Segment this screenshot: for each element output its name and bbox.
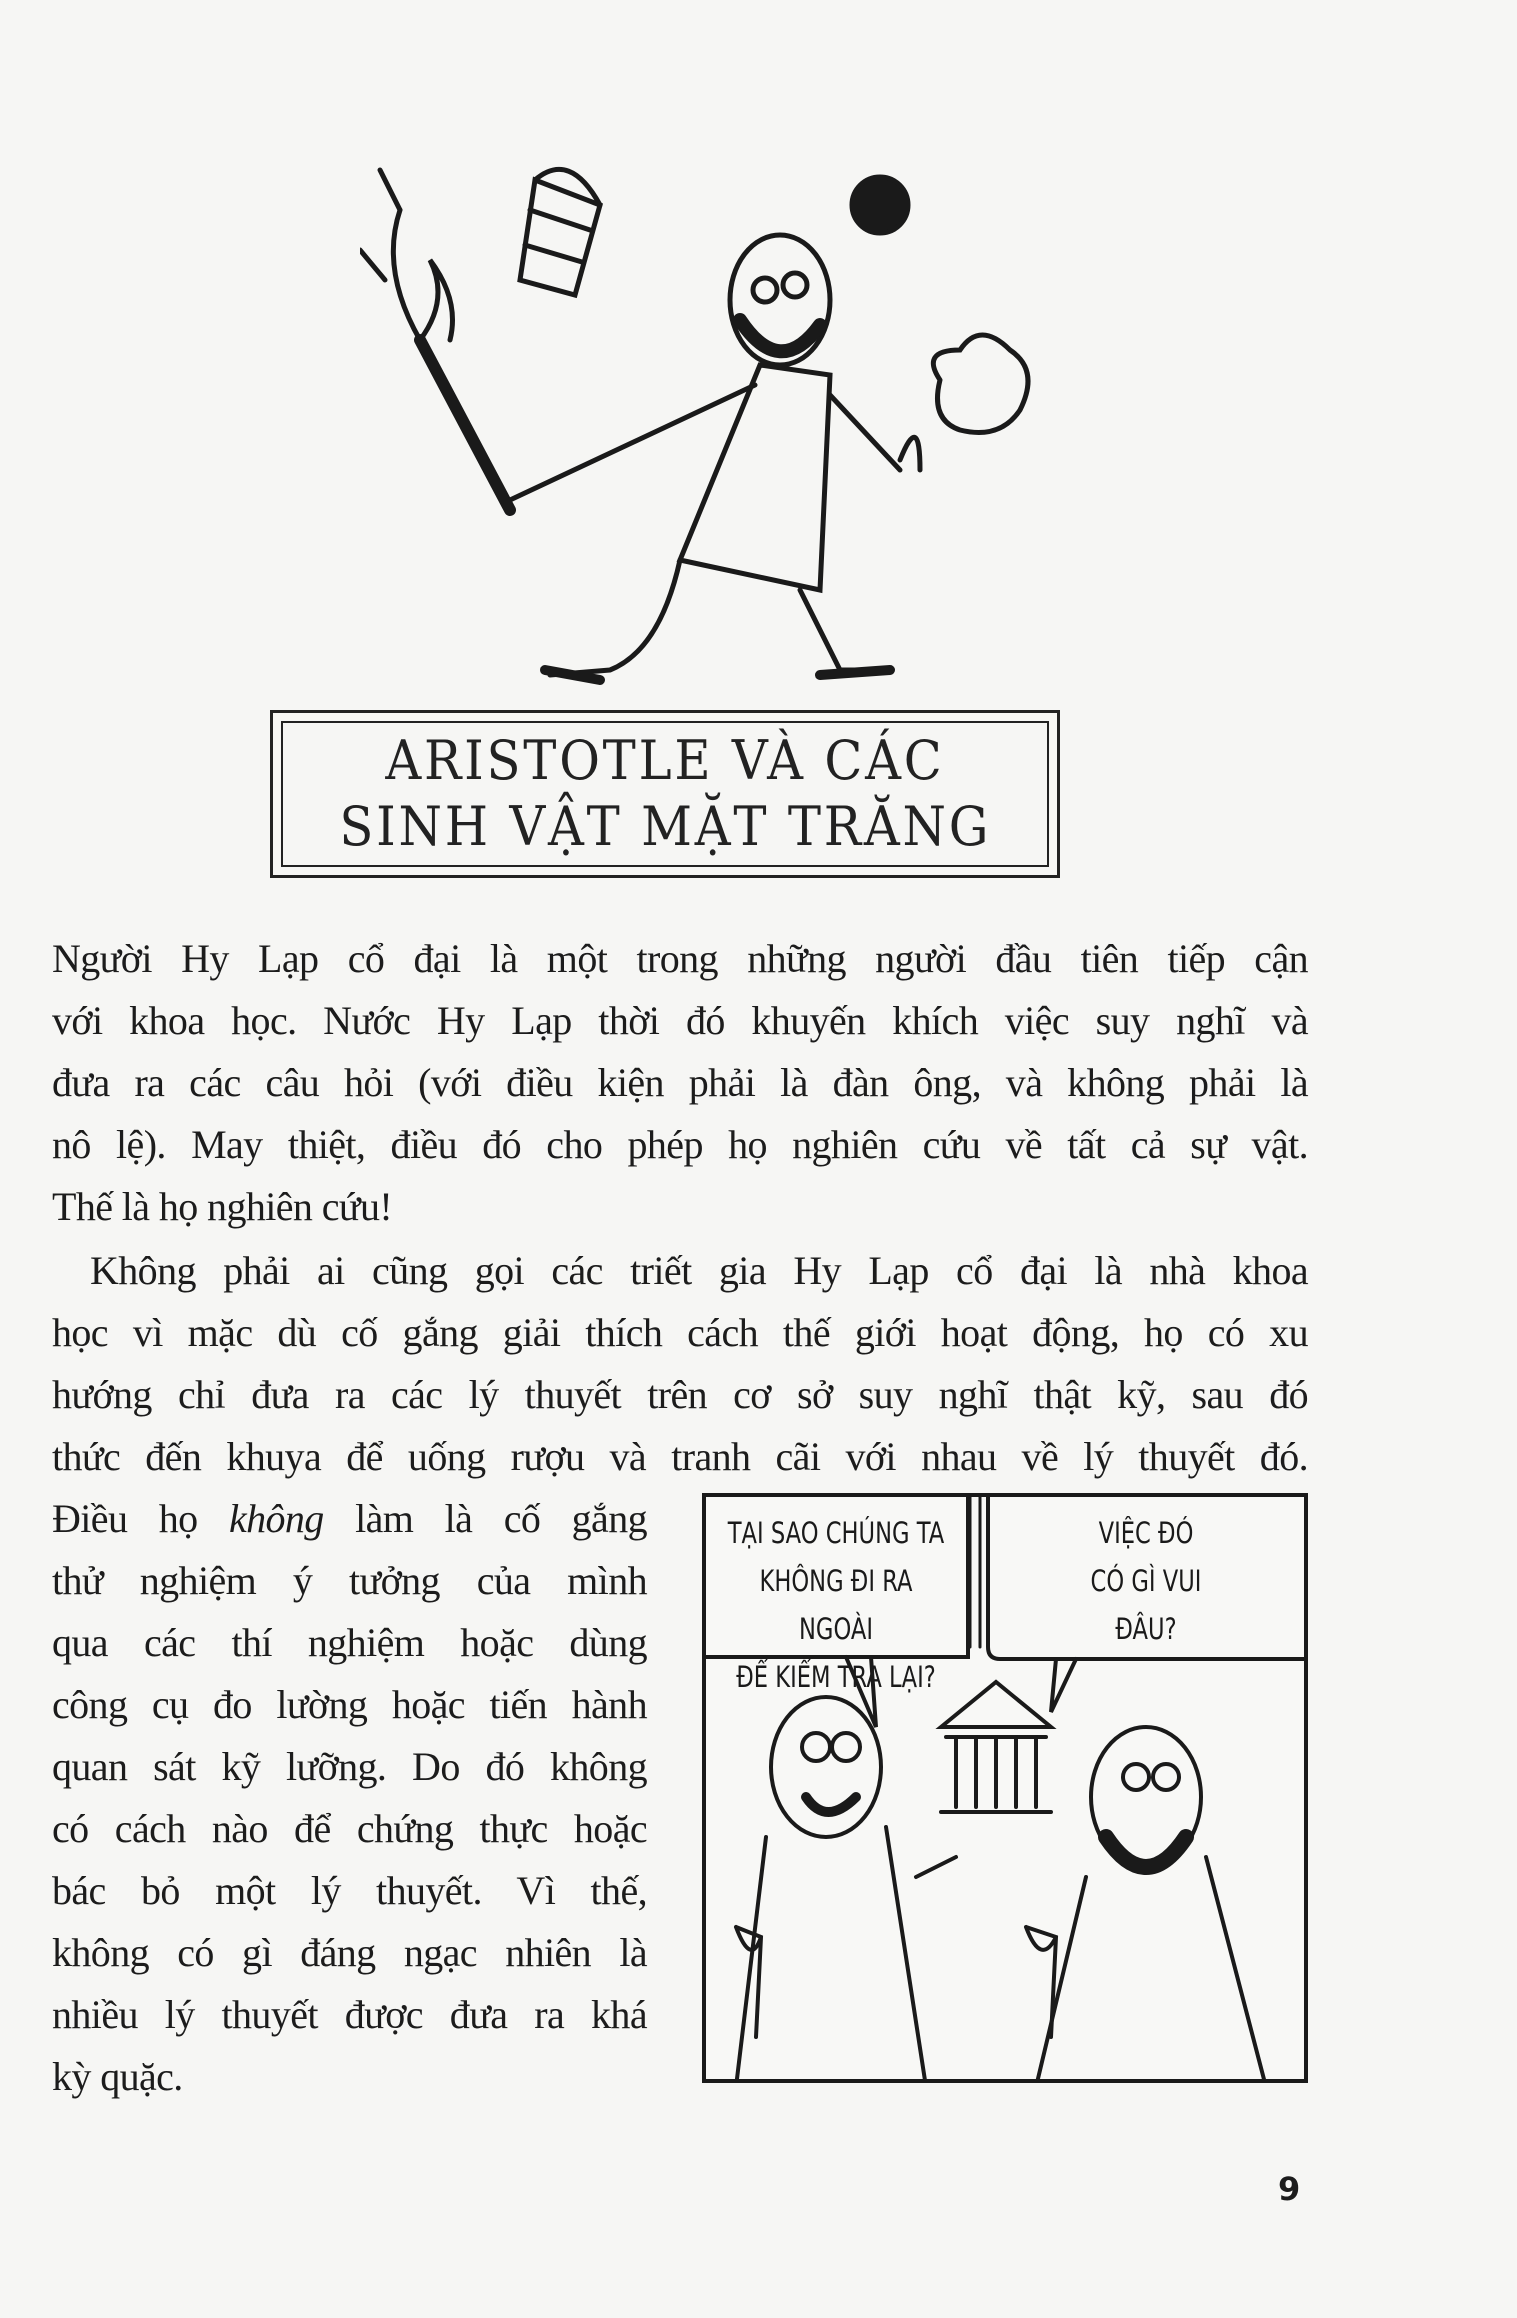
text-line: không có gì đáng ngạc nhiên là [52, 1930, 647, 1975]
text-line: kỳ quặc. [52, 2054, 183, 2099]
rock-icon [852, 177, 908, 233]
text-line: qua các thí nghiệm hoặc dùng [52, 1620, 647, 1665]
chapter-title-line-2: SINH VẬT MẶT TRĂNG [339, 795, 991, 858]
bubble-text-line: CÓ GÌ VUI [1090, 1564, 1202, 1598]
page-number: 9 [1278, 2170, 1301, 2208]
aristotle-fire-illustration [360, 150, 1040, 710]
text-line: quan sát kỹ lưỡng. Do đó không [52, 1744, 647, 1789]
bubble-text-line: ĐỂ KIỂM TRA LẠI? [736, 1660, 936, 1694]
text-line: học vì mặc dù cố gắng giải thích cách thế giới hoạt động, họ có xu [52, 1310, 1308, 1355]
comic-panel [702, 1493, 1308, 2083]
speech-bubble-right [1037, 1509, 1255, 1653]
text-line: có cách nào để chứng thực hoặc [52, 1806, 647, 1851]
temple-icon [941, 1682, 1051, 1812]
text-span: Điều họ [52, 1496, 229, 1541]
bubble-text-line: ĐÂU? [1115, 1612, 1177, 1646]
text-line [52, 1488, 647, 1550]
philosopher-right-figure [1026, 1727, 1266, 2083]
smoke-cloud-icon [933, 335, 1028, 433]
text-line: công cụ đo lường hoặc tiến hành [52, 1682, 647, 1727]
speech-bubble-left [719, 1509, 953, 1701]
torch-icon [360, 170, 510, 510]
emphasis-text: không [228, 1496, 324, 1541]
text-line: thức đến khuya để uống rượu và tranh cãi với nhau về lý thuyết đó. [52, 1434, 1308, 1479]
philosopher-left-figure [736, 1697, 956, 2083]
philosopher-figure [510, 235, 920, 680]
text-line: nô lệ). May thiệt, điều đó cho phép họ nghiên cứu về tất cả sự vật. [52, 1122, 1308, 1167]
text-line: với khoa học. Nước Hy Lạp thời đó khuyến khích việc suy nghĩ và [52, 998, 1308, 1043]
bubble-text-line: TẠI SAO CHÚNG TA [727, 1516, 945, 1550]
chapter-title-box [270, 710, 1060, 878]
text-line: nhiều lý thuyết được đưa ra khá [52, 1992, 647, 2037]
text-line: Người Hy Lạp cổ đại là một trong những người đầu tiên tiếp cận [52, 936, 1308, 981]
text-line: Thế là họ nghiên cứu! [52, 1184, 393, 1229]
chapter-title-line-1: ARISTOTLE VÀ CÁC [385, 729, 945, 792]
text-line: bác bỏ một lý thuyết. Vì thế, [52, 1868, 647, 1913]
text-line: hướng chỉ đưa ra các lý thuyết trên cơ sở suy nghĩ thật kỹ, sau đó [52, 1372, 1308, 1417]
text-line: đưa ra các câu hỏi (với điều kiện phải là đàn ông, và không phải là [52, 1060, 1308, 1105]
text-line: Không phải ai cũng gọi các triết gia Hy Lạp cổ đại là nhà khoa [90, 1248, 1308, 1293]
text-span: làm là cố gắng [323, 1496, 647, 1541]
bubble-text-line: KHÔNG ĐI RA NGOÀI [759, 1564, 913, 1646]
bucket-icon [520, 169, 600, 295]
bubble-text-line: VIỆC ĐÓ [1098, 1516, 1194, 1550]
text-line: thử nghiệm ý tưởng của mình [52, 1558, 647, 1603]
